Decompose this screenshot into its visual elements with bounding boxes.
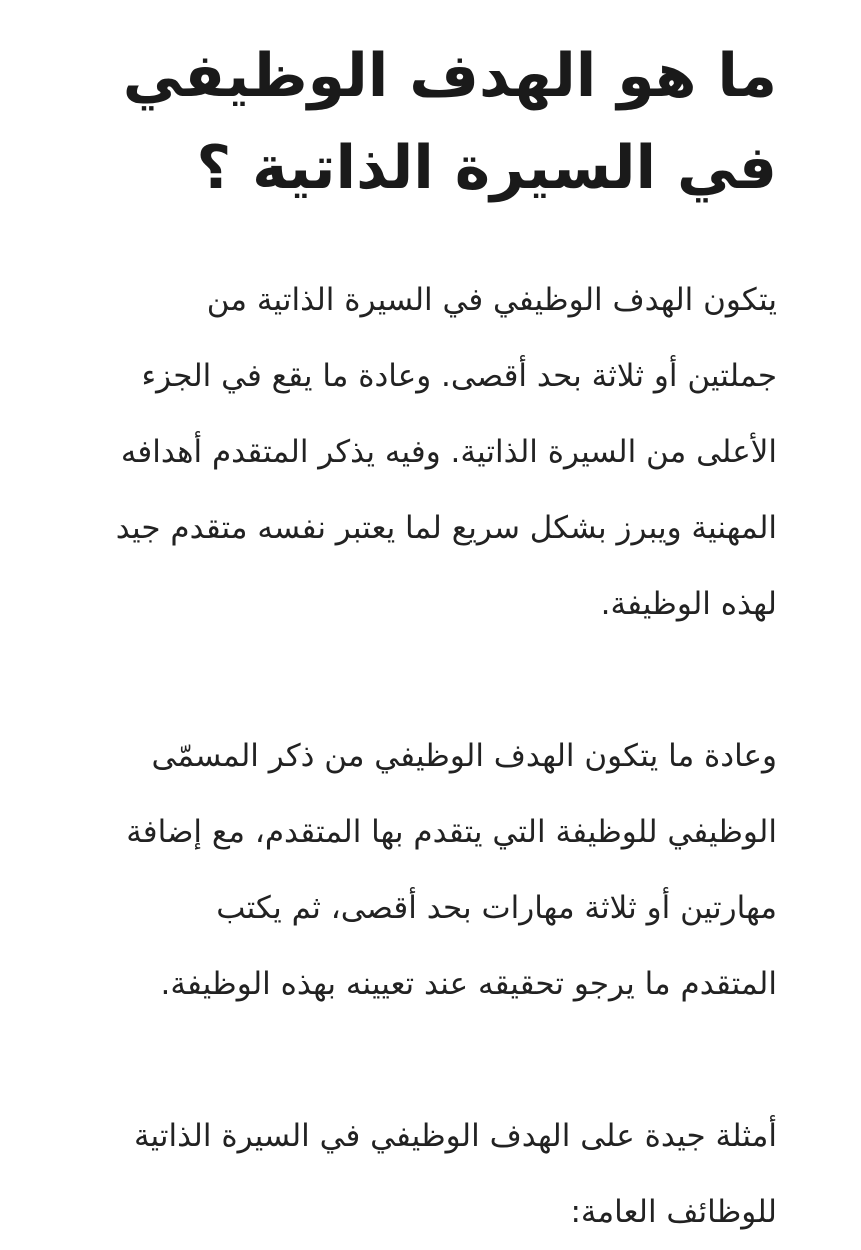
paragraph-line: المهنية ويبرز بشكل سريع لما يعتبر نفسه متقدم جيد <box>115 510 777 546</box>
article-title <box>92 30 777 214</box>
paragraph-line: للوظائف العامة: <box>570 1194 777 1230</box>
paragraph-line: جملتين أو ثلاثة بحد أقصى. وعادة ما يقع في الجزء <box>141 358 777 394</box>
paragraph-examples-intro <box>92 1098 777 1250</box>
paragraph-line: الأعلى من السيرة الذاتية. وفيه يذكر المتقدم أهدافه <box>120 434 777 470</box>
paragraph-line: أمثلة جيدة على الهدف الوظيفي في السيرة الذاتية <box>133 1118 777 1154</box>
paragraph-composition <box>92 718 777 1022</box>
paragraph-line: مهارتين أو ثلاثة مهارات بحد أقصى، ثم يكتب <box>216 890 777 926</box>
title-line-1: ما هو الهدف الوظيفي <box>122 41 777 111</box>
paragraph-line: لهذه الوظيفة. <box>600 586 777 622</box>
title-line-2: في السيرة الذاتية ؟ <box>196 133 777 203</box>
paragraph-intro <box>92 262 777 642</box>
paragraph-line: الوظيفي للوظيفة التي يتقدم بها المتقدم، مع إضافة <box>126 814 777 850</box>
paragraph-line: وعادة ما يتكون الهدف الوظيفي من ذكر المسمّى <box>151 738 777 774</box>
paragraph-line: يتكون الهدف الوظيفي في السيرة الذاتية من <box>206 282 777 318</box>
paragraph-line: المتقدم ما يرجو تحقيقه عند تعيينه بهذه الوظيفة. <box>160 966 777 1002</box>
